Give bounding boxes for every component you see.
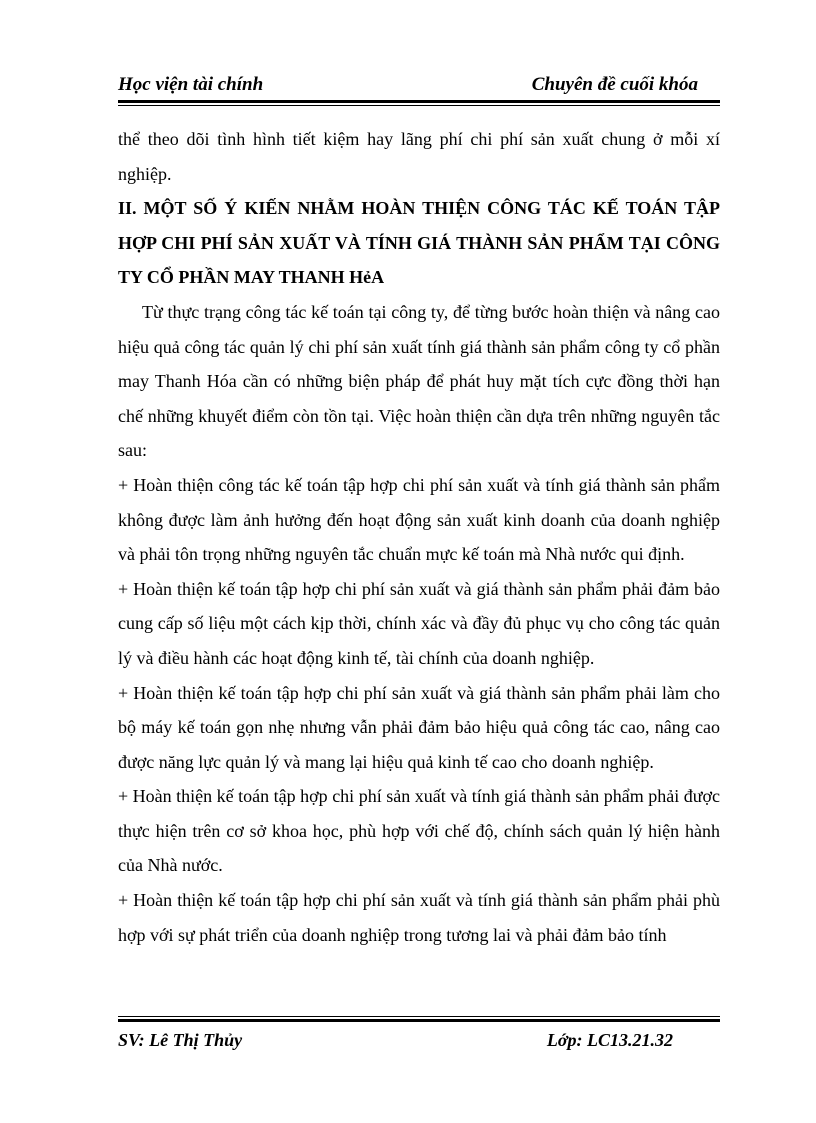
header-document-type: Chuyên đề cuối khóa [531,74,698,95]
principle-paragraph: + Hoàn thiện công tác kế toán tập hợp chi phí sản xuất và tính giá thành sản phẩm không được làm ảnh hưởng đến hoạt động sản xuất kinh doanh của doanh nghiệp và phải tôn trọng những nguyên tắc chuẩn mực kế toán mà Nhà nước qui định. [118,474,720,565]
document-body [118,122,720,952]
page-header [118,72,698,98]
header-institution: Học viện tài chính [118,74,264,95]
principle-paragraph: + Hoàn thiện kế toán tập hợp chi phí sản xuất và tính giá thành sản phẩm phải được thực hiện trên cơ sở khoa học, phù hợp với chế độ, chính sách quản lý hiện hành của Nhà nước. [118,786,720,876]
principle-paragraph: + Hoàn thiện kế toán tập hợp chi phí sản xuất và tính giá thành sản phẩm phải phù hợp với sự phát triển của doanh nghiệp trong tương lai và phải đảm bảo tính [118,890,720,945]
footer-rule-thick [118,1019,720,1022]
footer-rule-thin [118,1016,720,1017]
footer-student: SV: Lê Thị Thủy [118,1030,243,1050]
continued-paragraph: thể theo dõi tình hình tiết kiệm hay lãng phí chi phí sản xuất chung ở mỗi xí nghiệp. [118,129,720,184]
section-heading: II. MỘT SỐ Ý KIẾN NHẰM HOÀN THIỆN CÔNG TÁC KẾ TOÁN TẬP HỢP CHI PHÍ SẢN XUẤT VÀ TÍNH GIÁ THÀNH SẢN PHẨM TẠI CÔNG TY CỔ PHẦN MAY THANH HẻA [118,198,720,288]
intro-paragraph: Từ thực trạng công tác kế toán tại công ty, để từng bước hoàn thiện và nâng cao hiệu quả công tác quản lý chi phí sản xuất tính giá thành sản phẩm công ty cổ phần may Thanh Hóa cần có những biện pháp để phát huy mặt tích cực đồng thời hạn chế những khuyết điểm còn tồn tại. Việc hoàn thiện cần dựa trên những nguyên tắc sau: [118,301,720,461]
header-rule-thin [118,105,720,106]
page-footer [118,1027,673,1053]
principle-paragraph: + Hoàn thiện kế toán tập hợp chi phí sản xuất và giá thành sản phẩm phải làm cho bộ máy kế toán gọn nhẹ nhưng vẫn phải đảm bảo hiệu quả công tác cao, nâng cao được năng lực quản lý và mang lại hiệu quả kinh tế cao cho doanh nghiệp. [118,682,720,772]
footer-class: Lớp: LC13.21.32 [546,1030,673,1050]
principle-paragraph: + Hoàn thiện kế toán tập hợp chi phí sản xuất và giá thành sản phẩm phải đảm bảo cung cấp số liệu một cách kịp thời, chính xác và đầy đủ phục vụ cho công tác quản lý và điều hành các hoạt động kinh tế, tài chính của doanh nghiệp. [118,578,720,668]
header-rule-thick [118,100,720,103]
